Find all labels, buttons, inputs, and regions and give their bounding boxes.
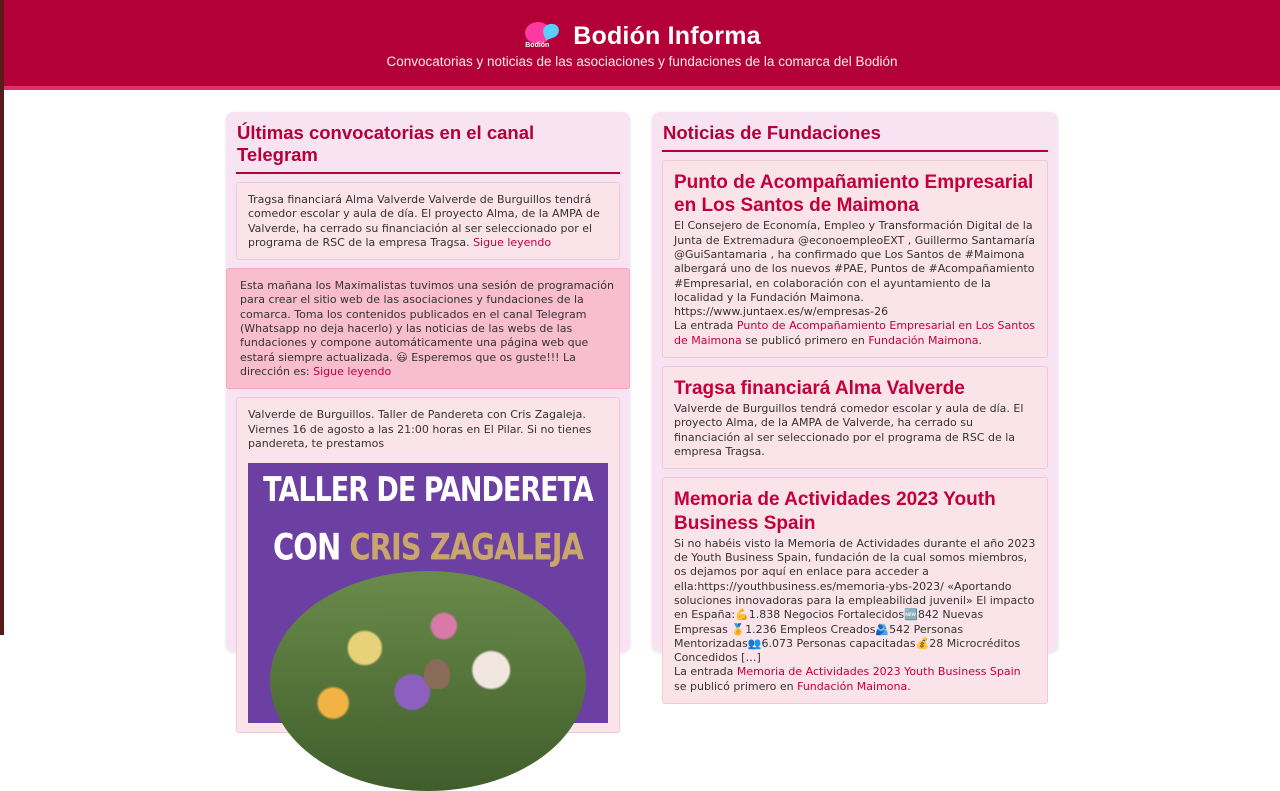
read-more-link[interactable]: Sigue leyendo xyxy=(313,364,392,378)
news-body: Si no habéis visto la Memoria de Actividades durante el año 2023 de Youth Business Spain, fundación de la cual somos miembros, os dejamos por aquí en enlace para acceder a ella:https://youthbusiness.es/memoria-ybs-2023/ «Aportando soluciones innovadoras para la empleabilidad juvenil» El impacto en España:💪1.838 Negocios Fortalecidos🆕842 Nuevas Empresas 🏅1.236 Empleos Creados🫂542 Personas Mentorizadas👥6.073 Personas capacitadas💰28 Microcréditos Concedidos […] xyxy=(674,536,1036,665)
window-left-edge xyxy=(0,0,4,635)
post-text: Valverde de Burguillos. Taller de Pandereta con Cris Zagaleja. Viernes 16 de agosto a las 21:00 horas en El Pilar. Si no tienes pandereta, te prestamos xyxy=(248,408,592,450)
telegram-post-highlighted xyxy=(226,268,630,389)
news-item xyxy=(662,366,1048,469)
poster-subtitle: CON CRIS ZAGALEJA xyxy=(273,525,583,569)
entry-link[interactable]: Memoria de Actividades 2023 Youth Business Spain xyxy=(736,665,1021,679)
telegram-post xyxy=(236,397,620,733)
post-text: Tragsa financiará Alma Valverde Valverde de Burguillos tendrá comedor escolar y aula de día. El proyecto Alma, de la AMPA de Valverde, ha cerrado su financiación al ser seleccionado por el programa de RSC de la empresa Tragsa. xyxy=(248,193,600,249)
read-more-link[interactable]: Sigue leyendo xyxy=(473,235,552,249)
bodion-logo-icon xyxy=(523,18,563,54)
telegram-column xyxy=(226,112,630,652)
brand[interactable] xyxy=(4,18,1280,54)
news-heading: Noticias de Fundaciones xyxy=(662,112,1048,152)
source-link[interactable]: Fundación Maimona xyxy=(797,679,908,693)
poster-person xyxy=(424,659,450,689)
event-poster-image[interactable] xyxy=(248,463,608,723)
news-footer: La entrada Memoria de Actividades 2023 Youth Business Spain se publicó primero en Fundación Maimona. xyxy=(674,665,1021,693)
site-header xyxy=(4,0,1280,90)
news-item xyxy=(662,160,1048,358)
logo-caption: Bodión xyxy=(525,42,550,49)
telegram-post xyxy=(236,182,620,260)
news-title[interactable]: Punto de Acompañamiento Empresarial en Los Santos de Maimona xyxy=(674,172,1034,217)
news-title[interactable]: Tragsa financiará Alma Valverde xyxy=(674,378,965,400)
news-body: El Consejero de Economía, Empleo y Transformación Digital de la Junta de Extremadura @econoempleoEXT , Guillermo Santamaría @GuiSantamaria , ha confirmado que Los Santos de #Maimona albergará uno de los nuevos #PAE, Puntos de #Acompañamiento #Empresarial, en colaboración con el ayuntamiento de la localidad y la Fundación Maimona. https://www.juntaex.es/w/empresas-26 xyxy=(674,219,1035,319)
news-item xyxy=(662,477,1048,704)
site-subtitle: Convocatorias y noticias de las asociaciones y fundaciones de la comarca del Bodión xyxy=(386,54,898,69)
news-footer: La entrada Punto de Acompañamiento Empresarial en Los Santos de Maimona se publicó primero en Fundación Maimona. xyxy=(674,319,1036,347)
poster-title: TALLER DE PANDERETA xyxy=(263,471,593,511)
post-text: Esta mañana los Maximalistas tuvimos una sesión de programación para crear el sitio web de las asociaciones y fundaciones de la comarca. Toma los contenidos publicados en el canal Telegram (Whatsapp no deja hacerlo) y las noticias de las webs de las fundaciones y compone automáticamente una página web que estará siempre actualizada. 😃 Esperemos que os guste!!! La dirección es: xyxy=(240,279,614,378)
site-title[interactable]: Bodión Informa xyxy=(573,21,761,50)
source-link[interactable]: Fundación Maimona xyxy=(868,333,979,347)
news-column xyxy=(652,112,1058,693)
news-body: Valverde de Burguillos tendrá comedor escolar y aula de día. El proyecto Alma, de la AMPA de Valverde, ha cerrado su financiación al ser seleccionado por el programa de RSC de la empresa Tragsa. xyxy=(674,402,1024,459)
telegram-heading: Últimas convocatorias en el canal Telegram xyxy=(236,112,620,174)
news-title[interactable]: Memoria de Actividades 2023 Youth Business Spain xyxy=(674,489,996,534)
entry-link[interactable]: Punto de Acompañamiento Empresarial en Los Santos de Maimona xyxy=(674,319,1036,347)
